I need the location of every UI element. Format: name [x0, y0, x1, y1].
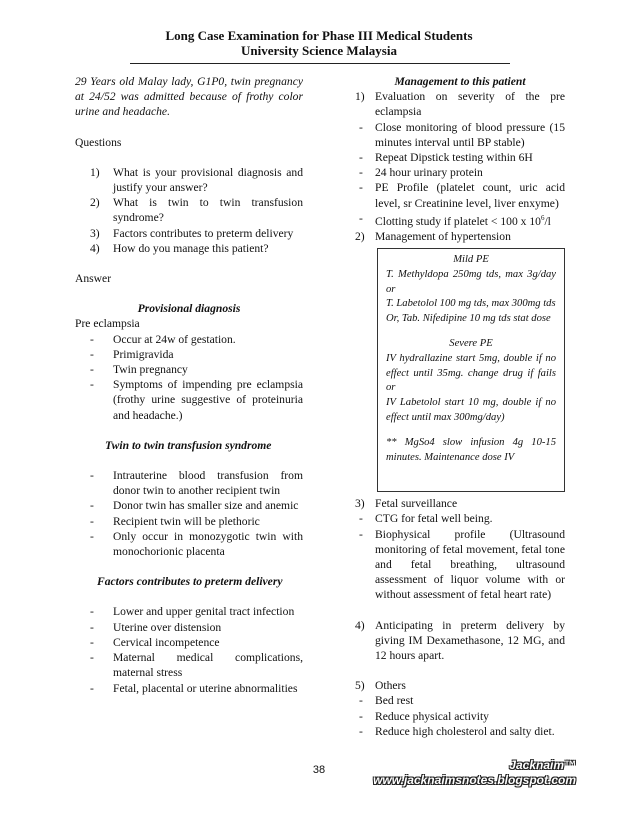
list-item: - PE Profile (platelet count, uric acid level, sr Creatinine level, liver enxyme) [359, 181, 565, 210]
ttts-heading: Twin to twin transfusion syndrome [105, 438, 272, 452]
preterm-heading: Factors contributes to preterm delivery [97, 575, 283, 589]
questions-list [75, 165, 303, 256]
management-step: 2) Management of hypertension [355, 229, 511, 243]
management-list [355, 89, 565, 244]
right-column [355, 74, 565, 739]
list-item: - Cervical incompetence [75, 635, 303, 650]
document-subtitle: University Science Malaysia [241, 43, 397, 58]
management-list-preterm [355, 618, 565, 664]
document-title: Long Case Examination for Phase III Medical Students [165, 28, 473, 43]
left-column [75, 74, 303, 696]
list-item: - Primigravida [75, 347, 303, 362]
provisional-diagnosis-heading: Provisional diagnosis [137, 302, 241, 316]
question-item: 3) Factors contributes to preterm delivery [90, 226, 294, 240]
drug-line: Or, Tab. Nifedipine 10 mg tds stat dose [386, 313, 551, 325]
drug-line: T. Methyldopa 250mg tds, max 3g/day or [386, 268, 556, 295]
list-item: - Maternal medical complications, maternal stress [75, 650, 303, 680]
management-step: 3) Fetal surveillance [355, 497, 458, 511]
management-heading: Management to this patient [394, 75, 526, 88]
question-item: 2) What is twin to twin transfusion syndrome? [90, 196, 303, 225]
list-item: - Repeat Dipstick testing within 6H [359, 151, 533, 165]
provisional-diagnosis-name: Pre eclampsia [75, 317, 140, 331]
preterm-list [75, 604, 303, 695]
page-number: 38 [312, 764, 326, 776]
watermark [373, 758, 576, 788]
management-step: 4) Anticipating in preterm delivery by giving IM Dexamethasone, 12 MG, and 12 hours apart. [355, 618, 565, 662]
question-item: 1) What is your provisional diagnosis and justify your answer? [90, 165, 303, 195]
list-item: - Uterine over distension [75, 620, 303, 635]
questions-label: Questions [75, 135, 122, 149]
header-rule [130, 63, 510, 64]
drug-line: T. Labetolol 100 mg tds, max 300mg tds [386, 298, 556, 310]
list-item: - Only occur in monozygotic twin with monochorionic placenta [75, 529, 303, 559]
ttts-list [75, 468, 303, 559]
list-item: - 24 hour urinary protein [359, 166, 483, 180]
list-item: - Occur at 24w of gestation. [75, 332, 303, 347]
severe-pe-title: Severe PE [449, 338, 493, 350]
provisional-diagnosis-list [75, 332, 303, 423]
list-item: - Biophysical profile (Ultrasound monitoring of fetal movement, fetal tone and fetal breathing, ultrasound assessment of liquor volume with or without assessment of fetal heart rate) [359, 527, 565, 602]
drug-line: IV hydrallazine start 5mg, double if no effect until 35mg. change drug if fails or [386, 352, 556, 394]
watermark-site: www.jacknaimsnotes.blogspot.com [373, 773, 576, 787]
list-item: - Intrauterine blood transfusion from donor twin to another recipient twin [75, 468, 303, 498]
question-item: 4) How do you manage this patient? [90, 241, 269, 255]
hypertension-drug-box [377, 248, 565, 492]
drug-line: IV Labetolol start 10 mg, double if no effect until max 300mg/day) [386, 397, 556, 424]
case-description: 29 Years old Malay lady, G1P0, twin pregnancy at 24/52 was admitted because of frothy color urine and headache. [75, 75, 303, 119]
management-step: 5) Others [355, 679, 406, 693]
list-item: - Recipient twin will be plethoric [75, 514, 303, 529]
management-list-continued [355, 496, 565, 602]
list-item: - CTG for fetal well being. [359, 512, 493, 526]
list-item: - Bed rest [359, 694, 414, 708]
document-header [0, 28, 638, 58]
list-item: - Symptoms of impending pre eclampsia (frothy urine suggestive of proteinuria and headache.) [75, 377, 303, 423]
list-item: - Reduce high cholesterol and salty diet. [359, 724, 555, 738]
management-list-others [355, 678, 565, 739]
list-item: - Donor twin has smaller size and anemic [75, 498, 303, 513]
mild-pe-title: Mild PE [453, 254, 489, 266]
list-item: - Clotting study if platelet < 100 x $10^6/l$ [359, 211, 551, 228]
list-item: - Lower and upper genital tract infection [75, 604, 303, 619]
mgso4-note: ** MgSo4 slow infusion 4g 10-15 minutes. Maintenance dose IV [386, 436, 556, 463]
list-item: - Close monitoring of blood pressure (15 minutes interval until BP stable) [359, 120, 565, 149]
answer-label: Answer [75, 272, 112, 286]
list-item: - Twin pregnancy [75, 362, 303, 377]
list-item: - Reduce physical activity [359, 709, 489, 723]
management-step: 1) Evaluation on severity of the pre eclampsia [355, 90, 565, 119]
watermark-brand: Jacknaim™ [509, 758, 576, 772]
list-item: - Fetal, placental or uterine abnormalities [75, 681, 303, 696]
